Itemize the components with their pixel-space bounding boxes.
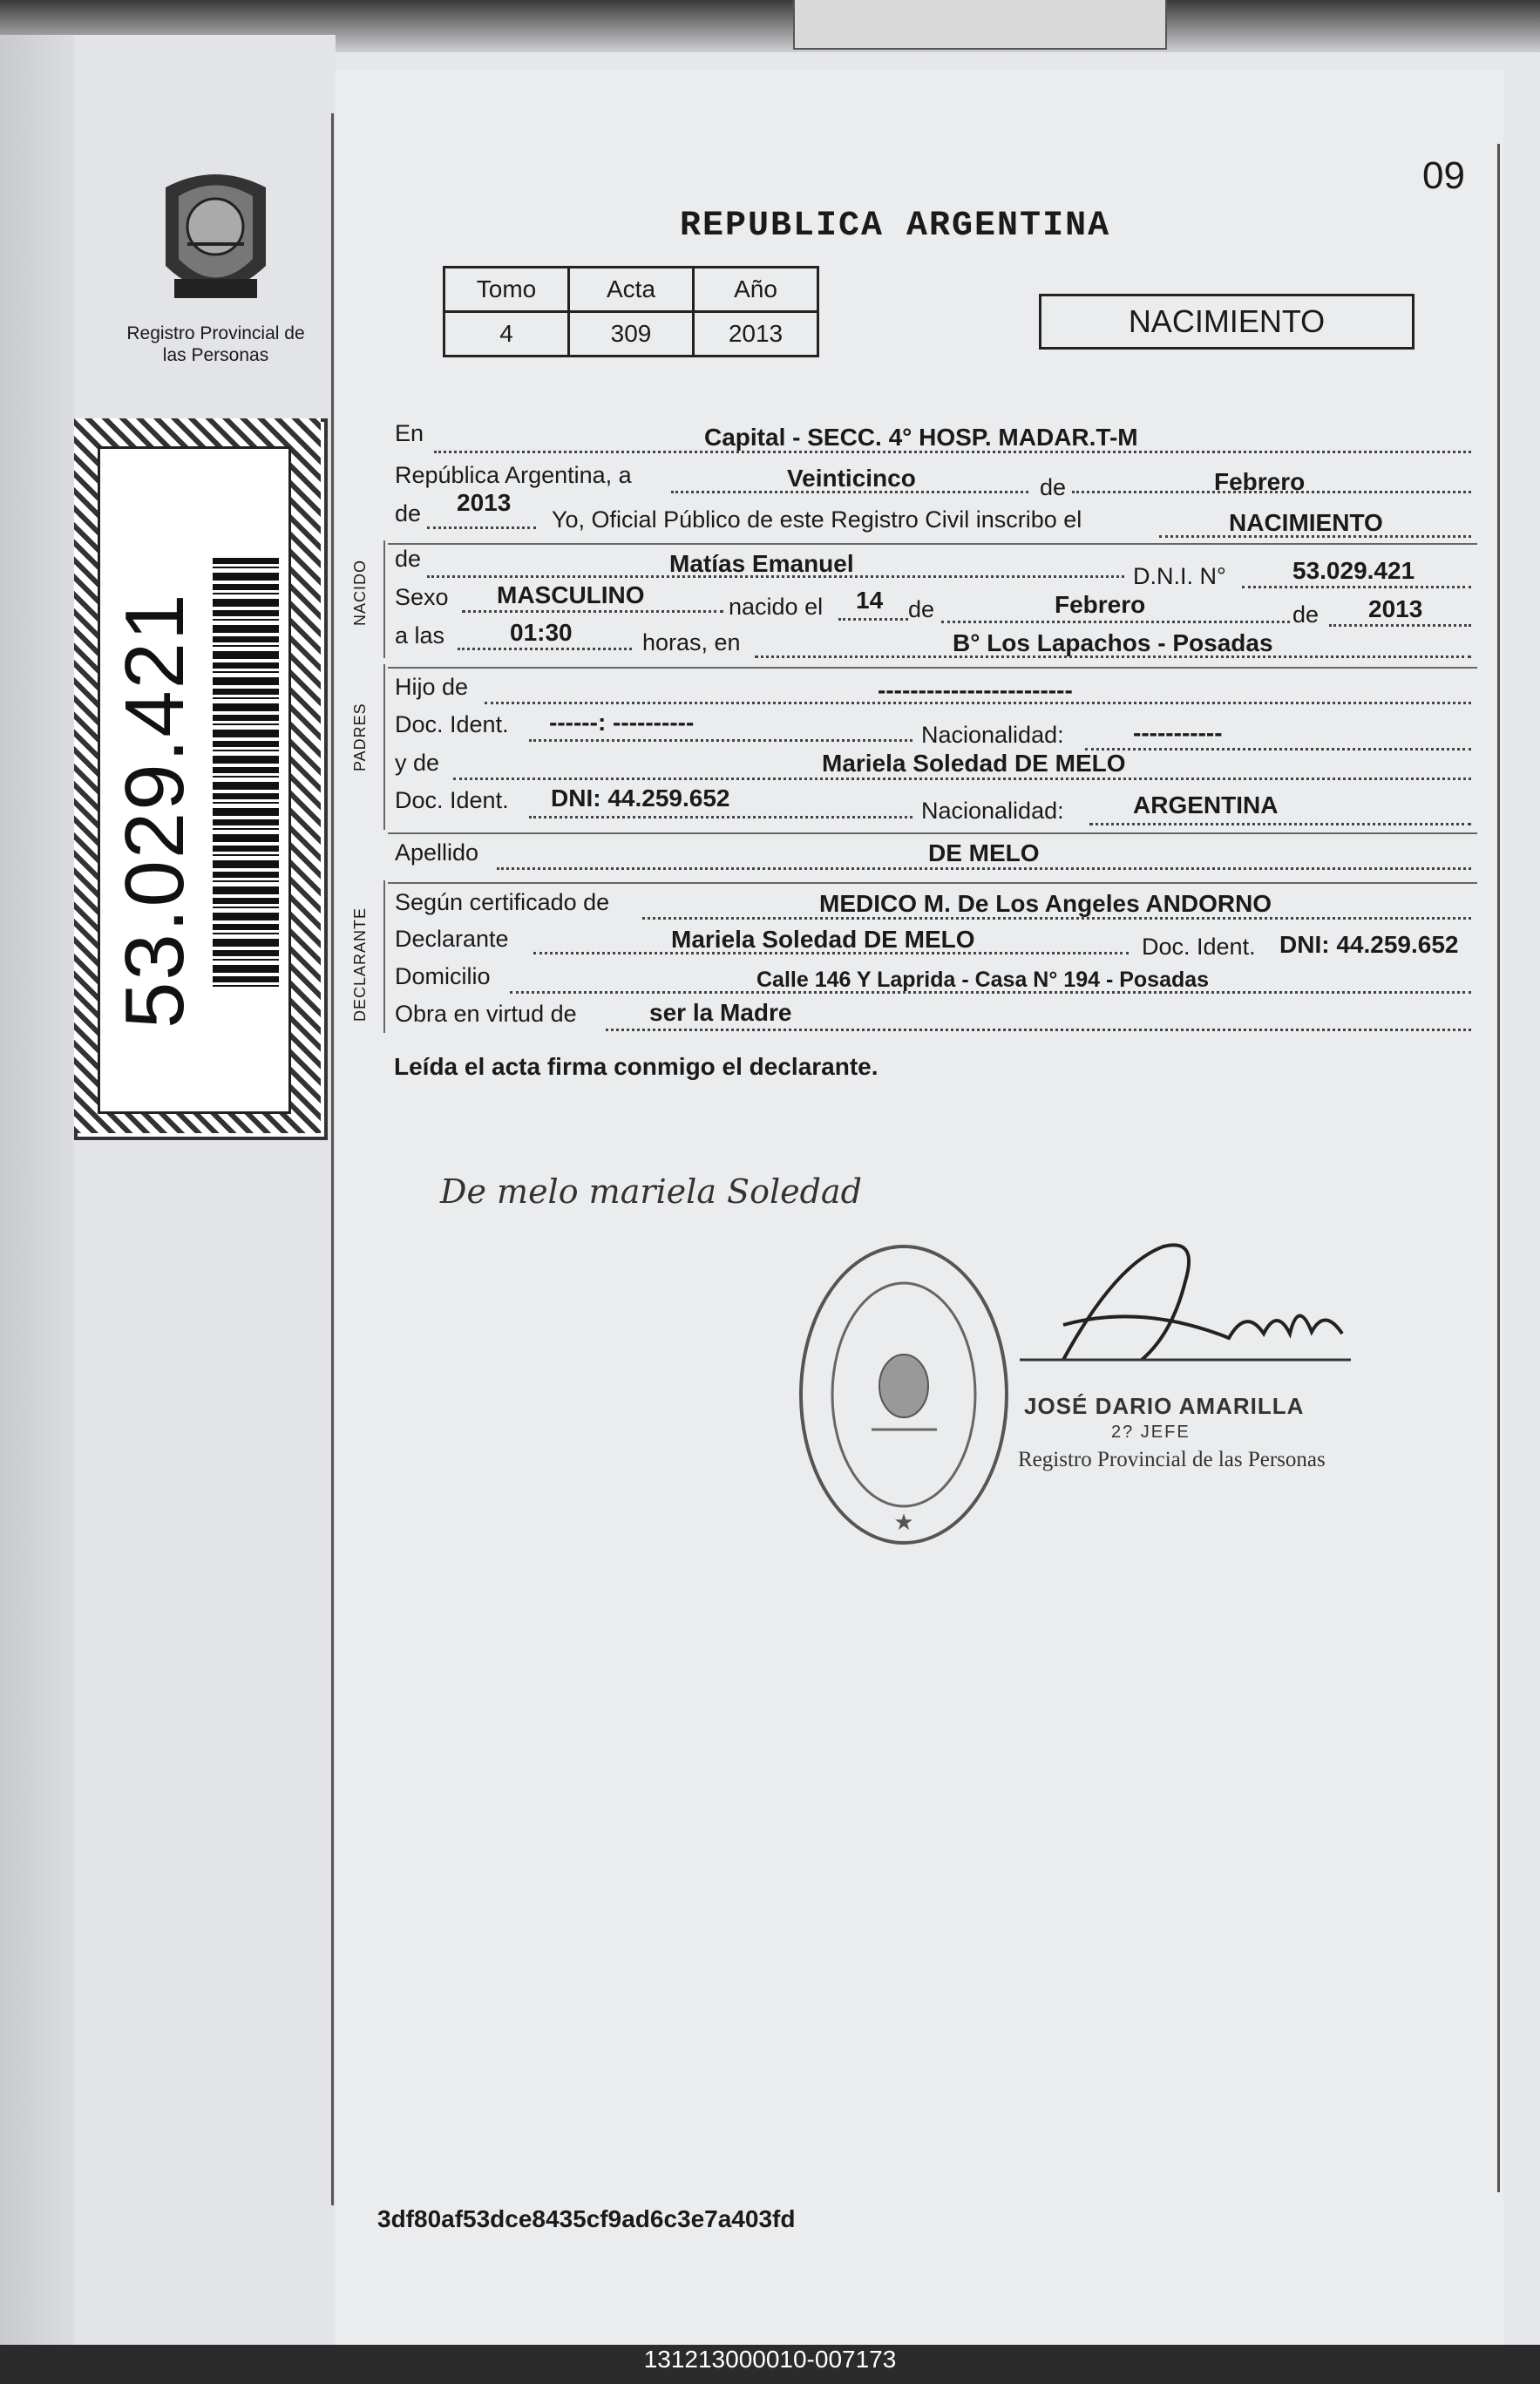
doc-ident-label: Doc. Ident. xyxy=(395,787,509,813)
section-sidebar-line xyxy=(383,540,385,658)
barcode-number: 53.029.421 xyxy=(108,592,201,1029)
table-value-tomo: 4 xyxy=(444,312,569,357)
tomo-acta-ano-table xyxy=(443,266,819,357)
declarant-signature: De melo mariela Soledad xyxy=(440,1172,862,1211)
table-header-ano: Año xyxy=(694,268,818,312)
madre-nombre: Mariela Soledad DE MELO xyxy=(822,750,1126,777)
section-sidebar-line xyxy=(383,664,385,830)
dotted-line xyxy=(427,526,536,529)
anio-nacimiento: 2013 xyxy=(1368,595,1423,622)
document-hash: 3df80af53dce8435cf9ad6c3e7a403fd xyxy=(377,2205,796,2232)
left-margin-strip xyxy=(74,35,336,2345)
declarante-section-label: DECLARANTE xyxy=(351,907,369,1022)
footer-code: 131213000010-007173 xyxy=(643,2346,897,2373)
section-rule xyxy=(388,543,1477,545)
republica-label: República Argentina, a xyxy=(395,462,632,488)
padre-nombre: ------------------------ xyxy=(878,676,1073,703)
section-rule xyxy=(388,667,1477,669)
sexo-label: Sexo xyxy=(395,584,449,610)
dotted-line xyxy=(453,778,1471,780)
section-sidebar-line xyxy=(383,880,385,1033)
horas-en-label: horas, en xyxy=(642,629,741,655)
apellido-value: DE MELO xyxy=(928,839,1040,866)
declarante-value: Mariela Soledad DE MELO xyxy=(671,926,975,953)
table-header-tomo: Tomo xyxy=(444,268,569,312)
madre-nacionalidad: ARGENTINA xyxy=(1133,791,1279,818)
dotted-line xyxy=(941,621,1290,623)
obra-label: Obra en virtud de xyxy=(395,1001,577,1027)
barcode-icon xyxy=(213,558,279,989)
hijo-de-label: Hijo de xyxy=(395,674,469,700)
y-de-label: y de xyxy=(395,750,440,776)
dotted-line xyxy=(1085,748,1471,751)
dotted-line xyxy=(606,1029,1471,1031)
lugar-inscripcion: Capital - SECC. 4° HOSP. MADAR.T-M xyxy=(704,424,1138,451)
nacionalidad-label: Nacionalidad: xyxy=(921,798,1064,824)
doc-ident-label: Doc. Ident. xyxy=(395,711,509,737)
mes-nacimiento: Febrero xyxy=(1055,591,1146,618)
table-value-ano: 2013 xyxy=(694,312,818,357)
dotted-line xyxy=(529,739,912,742)
table-value-row xyxy=(444,312,818,357)
domicilio-value: Calle 146 Y Laprida - Casa N° 194 - Posadas xyxy=(756,968,1210,992)
dotted-line xyxy=(1089,823,1471,825)
page-number: 09 xyxy=(1422,154,1465,197)
overlapping-paper-edge xyxy=(793,0,1167,50)
en-label: En xyxy=(395,420,424,446)
dotted-line xyxy=(462,610,723,613)
mes-inscripcion: Febrero xyxy=(1214,468,1306,495)
padres-section-label: PADRES xyxy=(351,703,369,771)
a-las-label: a las xyxy=(395,622,445,649)
nombre-nacido: Matías Emanuel xyxy=(669,550,854,577)
anio-inscripcion: 2013 xyxy=(457,489,512,516)
dotted-line xyxy=(1242,586,1471,588)
section-rule xyxy=(388,832,1477,834)
book-spine xyxy=(0,35,74,2345)
de-label: de xyxy=(1040,474,1067,500)
apellido-label: Apellido xyxy=(395,839,479,866)
lugar-nacimiento: B° Los Lapachos - Posadas xyxy=(953,629,1273,656)
certificado-label: Según certificado de xyxy=(395,889,610,915)
dotted-line xyxy=(529,816,912,818)
dotted-line xyxy=(434,451,1471,453)
obra-value: ser la Madre xyxy=(649,999,792,1026)
act-type-box: NACIMIENTO xyxy=(1039,294,1414,350)
certificado-value: MEDICO M. De Los Angeles ANDORNO xyxy=(819,890,1272,917)
dia-nacimiento: 14 xyxy=(856,587,884,614)
de-label: de xyxy=(908,596,935,622)
padre-doc: ------: ---------- xyxy=(549,709,695,736)
country-title: REPUBLICA ARGENTINA xyxy=(680,207,1111,246)
dni-label: D.N.I. N° xyxy=(1133,563,1226,589)
registry-name: Registro Provincial de las Personas xyxy=(126,323,305,366)
officer-signature-icon xyxy=(1011,1229,1360,1390)
dotted-line xyxy=(497,867,1471,870)
dotted-line xyxy=(838,618,908,621)
declarante-doc: DNI: 44.259.652 xyxy=(1279,931,1459,958)
dotted-line xyxy=(1329,624,1471,627)
nacido-el-label: nacido el xyxy=(729,594,824,620)
table-value-acta: 309 xyxy=(569,312,694,357)
nacido-section-label: NACIDO xyxy=(351,559,369,626)
section-rule xyxy=(388,882,1477,884)
sexo-nacido: MASCULINO xyxy=(497,581,645,608)
officer-organization: Registro Provincial de las Personas xyxy=(1018,1448,1326,1471)
officer-role: 2? JEFE xyxy=(1111,1423,1191,1442)
de-label: de xyxy=(395,500,422,526)
padre-nacionalidad: ----------- xyxy=(1133,719,1223,746)
table-header-acta: Acta xyxy=(569,268,694,312)
officer-name: JOSÉ DARIO AMARILLA xyxy=(1024,1393,1305,1419)
hora-nacimiento: 01:30 xyxy=(510,619,573,646)
doc-ident-label: Doc. Ident. xyxy=(1142,934,1256,960)
madre-doc: DNI: 44.259.652 xyxy=(551,784,730,812)
svg-text:★: ★ xyxy=(893,1510,914,1536)
de-label: de xyxy=(1292,601,1320,628)
dia-inscripcion: Veinticinco xyxy=(787,465,916,492)
right-border-line xyxy=(1497,144,1500,2192)
declarante-label: Declarante xyxy=(395,926,509,952)
dotted-line xyxy=(642,917,1471,920)
registry-stamp-icon xyxy=(789,1229,1020,1552)
nacionalidad-label: Nacionalidad: xyxy=(921,722,1064,748)
tipo-inscripcion: NACIMIENTO xyxy=(1229,509,1383,536)
province-emblem-icon xyxy=(148,161,283,309)
closing-text: Leída el acta firma conmigo el declarante. xyxy=(394,1053,879,1080)
dni-nacido: 53.029.421 xyxy=(1292,557,1415,584)
left-border-line xyxy=(331,113,334,2205)
de-label: de xyxy=(395,546,422,572)
dotted-line xyxy=(458,648,632,650)
table-header-row xyxy=(444,268,818,312)
domicilio-label: Domicilio xyxy=(395,963,491,989)
oficial-text: Yo, Oficial Público de este Registro Civil inscribo el xyxy=(552,506,1082,533)
